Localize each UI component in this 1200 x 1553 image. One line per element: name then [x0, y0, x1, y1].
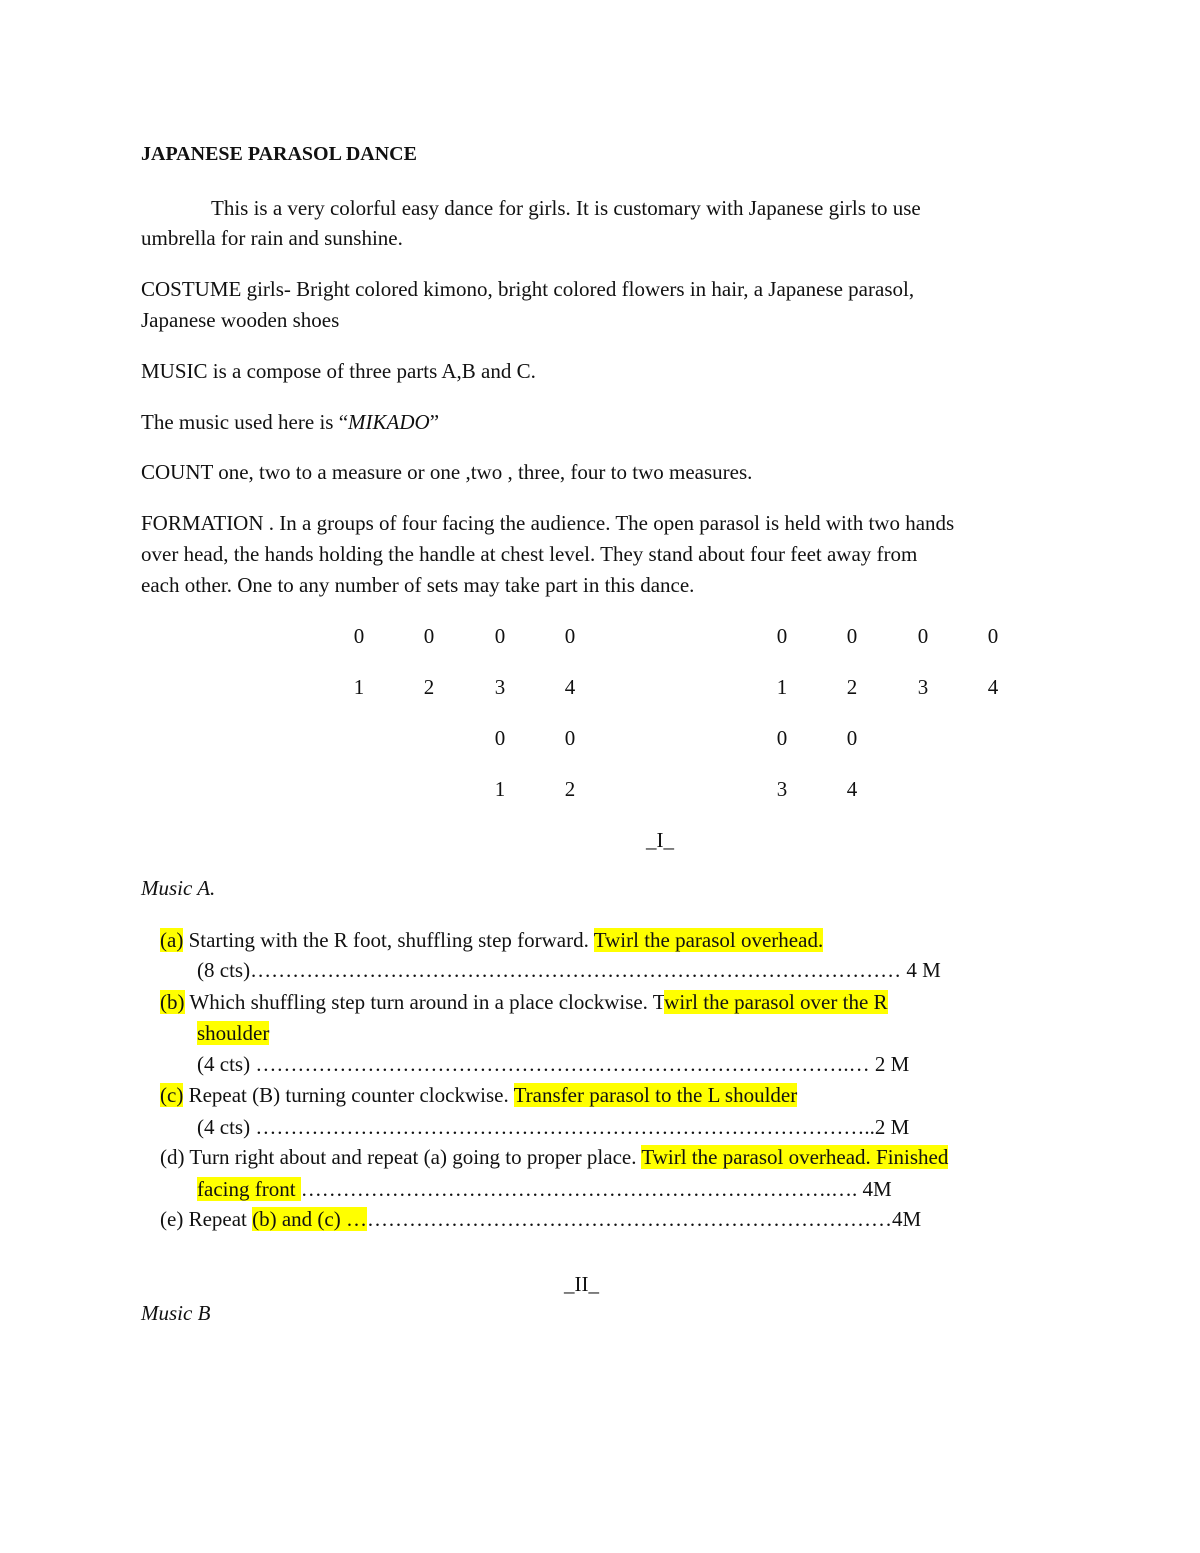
- step-label: (e): [160, 1207, 184, 1231]
- list-item: [160, 1207, 921, 1232]
- diagram-cell: 0: [846, 726, 858, 750]
- diagram-cell: 1: [776, 675, 788, 699]
- diagram-cell: 1: [353, 675, 365, 699]
- music-used-line: [141, 410, 439, 435]
- step-count-line: (8 cts)………………………………………………………………………………… 4 M: [197, 958, 941, 982]
- step-label: (d): [160, 1145, 185, 1169]
- diagram-cell: 4: [987, 675, 999, 699]
- music-a-label: Music A.: [141, 876, 216, 900]
- music-used-suffix: ”: [429, 410, 440, 434]
- step-text: Starting with the R foot, shuffling step forward.: [183, 928, 594, 952]
- document-title: JAPANESE PARASOL DANCE: [141, 143, 417, 165]
- music-used-prefix: The music used here is “: [141, 410, 349, 434]
- formation-line-3: each other. One to any number of sets may take part in this dance.: [141, 573, 695, 597]
- diagram-cell: 0: [987, 624, 999, 648]
- step-count: …………………………………………………………………4M: [367, 1207, 922, 1231]
- diagram-cell: 4: [564, 675, 576, 699]
- step-label: (c): [160, 1083, 184, 1107]
- music-b-label: Music B: [141, 1301, 211, 1325]
- step-highlight: Transfer parasol to the L shoulder: [513, 1083, 798, 1107]
- section-heading-ii: _II_: [564, 1272, 599, 1296]
- step-label: (b): [160, 990, 185, 1014]
- step-count-line: (4 cts) ………………………………………………………………………….… 2 M: [197, 1052, 910, 1076]
- step-highlight: shoulder: [197, 1021, 270, 1045]
- diagram-cell: 0: [917, 624, 929, 648]
- diagram-cell: 0: [494, 624, 506, 648]
- diagram-cell: 0: [846, 624, 858, 648]
- step-label: (a): [160, 928, 184, 952]
- diagram-cell: 2: [423, 675, 435, 699]
- diagram-cell: 3: [494, 675, 506, 699]
- music-parts-line: MUSIC is a compose of three parts A,B and C.: [141, 359, 536, 383]
- formation-line-2: over head, the hands holding the handle at chest level. They stand about four feet away from: [141, 542, 918, 566]
- list-item: [160, 1083, 797, 1108]
- diagram-cell: 2: [564, 777, 576, 801]
- diagram-cell: 1: [494, 777, 506, 801]
- diagram-cell: 2: [846, 675, 858, 699]
- diagram-cell: 3: [917, 675, 929, 699]
- count-line: COUNT one, two to a measure or one ,two , three, four to two measures.: [141, 460, 753, 484]
- diagram-cell: 0: [423, 624, 435, 648]
- formation-line-1: FORMATION . In a groups of four facing the audience. The open parasol is held with two hands: [141, 511, 955, 535]
- diagram-cell: 3: [776, 777, 788, 801]
- costume-line-1: COSTUME girls- Bright colored kimono, bright colored flowers in hair, a Japanese parasol,: [141, 277, 915, 301]
- step-count: ………………………………………………………………….…. 4M: [300, 1177, 892, 1201]
- step-highlight: facing front: [197, 1177, 301, 1201]
- diagram-cell: 0: [353, 624, 365, 648]
- step-highlight: Twirl the parasol overhead. Finished: [641, 1145, 949, 1169]
- diagram-cell: 0: [564, 624, 576, 648]
- diagram-cell: 4: [846, 777, 858, 801]
- step-highlight: wirl the parasol over the R: [664, 990, 888, 1014]
- music-name: MIKADO: [348, 410, 430, 434]
- list-item: [160, 928, 823, 953]
- diagram-cell: 0: [564, 726, 576, 750]
- diagram-cell: 0: [776, 624, 788, 648]
- section-heading-i: _I_: [646, 828, 674, 852]
- step-continuation: [197, 1021, 269, 1046]
- step-continuation: [197, 1177, 892, 1202]
- diagram-cell: 0: [776, 726, 788, 750]
- step-text: Repeat (B) turning counter clockwise.: [183, 1083, 514, 1107]
- step-text: Repeat: [183, 1207, 253, 1231]
- step-highlight: (b) and (c) …: [252, 1207, 367, 1231]
- costume-line-2: Japanese wooden shoes: [141, 308, 340, 332]
- step-text: Which shuffling step turn around in a place clockwise. T: [184, 990, 665, 1014]
- step-count-line: (4 cts) ……………………………………………………………………………..2 M: [197, 1115, 910, 1139]
- intro-line-2: umbrella for rain and sunshine.: [141, 226, 403, 250]
- intro-line-1: This is a very colorful easy dance for girls. It is customary with Japanese girls to use: [211, 196, 921, 220]
- step-text: Turn right about and repeat (a) going to proper place.: [184, 1145, 642, 1169]
- list-item: [160, 1145, 948, 1170]
- step-highlight: Twirl the parasol overhead.: [593, 928, 824, 952]
- list-item: [160, 990, 888, 1015]
- diagram-cell: 0: [494, 726, 506, 750]
